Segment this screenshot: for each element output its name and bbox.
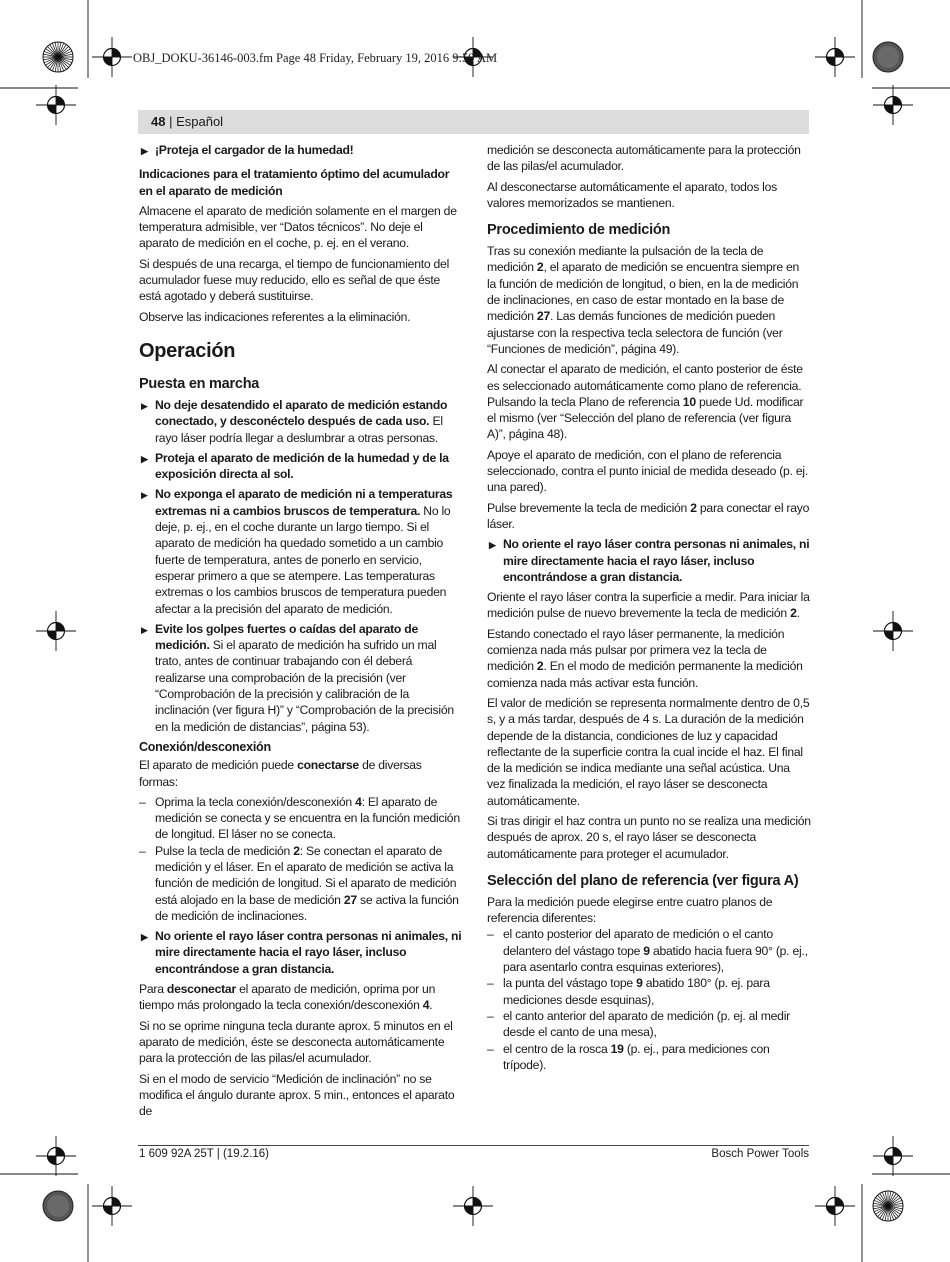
text-run: Tras su conexión mediante la pulsación de la tecla de medición bbox=[487, 244, 764, 275]
warning-protect-charger: ▶ ¡Proteja el cargador de la humedad! bbox=[139, 142, 463, 158]
paragraph-recharge: Si después de una recarga, el tiempo de funcionamiento del acumulador fuese muy reducido, ello es señal de que éste está agotado y deberá sustituirse. bbox=[139, 256, 450, 304]
warning-unattended-text: El rayo láser podría llegar a deslumbrar a otras personas. bbox=[155, 414, 443, 445]
paragraph-aim-laser bbox=[487, 589, 811, 622]
paragraph-inclination-off: Si en el modo de servicio “Medición de inclinación” no se modifica el ángulo durante aprox. 5 min., entonces el aparato de bbox=[139, 1071, 455, 1119]
footer-brand: Bosch Power Tools bbox=[711, 1148, 809, 1160]
paragraph-auto-off-cont: medición se desconecta automáticamente para la protección de las pilas/el acumulador. bbox=[487, 143, 801, 174]
text-run-bold: conectarse bbox=[297, 758, 359, 773]
key-number: 4 bbox=[355, 794, 362, 809]
paragraph-place-device: Apoye el aparato de medición, con el plano de referencia seleccionado, contra el punto inicial de medida deseado (p. ej. una pared). bbox=[487, 447, 808, 495]
paragraph-reference-options: Para la medición puede elegirse entre cuatro planos de referencia diferentes: bbox=[487, 894, 773, 926]
paragraph-press-measure bbox=[487, 500, 811, 533]
text-run: . Las demás funciones de medición pueden ajustarse con la respectiva tecla selectora de función (ver “Funciones de medición”, página 49). bbox=[487, 309, 783, 356]
text-run: para conectar el rayo láser. bbox=[487, 500, 810, 531]
key-number: 19 bbox=[610, 1041, 624, 1056]
header-separator: | bbox=[165, 114, 177, 129]
list-item-pin-tip bbox=[487, 975, 811, 1008]
text-run: . bbox=[429, 998, 433, 1013]
key-number: 2 bbox=[293, 843, 300, 858]
warning-temperature-bold: No exponga el aparato de medición ni a temperaturas extremas ni a cambios bruscos de temperatura. bbox=[155, 487, 453, 518]
paragraph-measurement-time: El valor de medición se representa normalmente dentro de 0,5 s, y a más tardar, después de 4 s. La duración de la medición depende de la distancia, condiciones de luz y capacidad reflectante de la superficie contra la cual incide el haz. El final de la medición se indica mediante una señal acústica. Una vez finalizada la medición, el rayo láser se desconecta automáticamente. bbox=[487, 695, 810, 808]
header-language: Español bbox=[176, 114, 224, 129]
key-number: 27 bbox=[536, 309, 550, 324]
list-item-thread-center bbox=[487, 1041, 811, 1074]
paragraph-procedure bbox=[487, 243, 811, 357]
paragraph-permanent-laser bbox=[487, 626, 811, 691]
page-number: 48 bbox=[151, 114, 166, 129]
text-run: . En el modo de medición permanente la medición comienza nada más activar esta función. bbox=[487, 659, 803, 690]
text-run: , el aparato de medición se encuentra siempre en la función de medición de longitud, o bien, en la de medición de inclinaciones, en caso de estar montado en la base de medición bbox=[487, 260, 800, 324]
text-run-bold: desconectar bbox=[166, 982, 236, 997]
key-number: 4 bbox=[422, 998, 430, 1013]
warning-unattended bbox=[139, 397, 463, 446]
text-run: la punta del vástago tope bbox=[503, 976, 637, 991]
warning-temperature-text: No lo deje, p. ej., en el coche durante un largo tiempo. Si el aparato de medición ha quedado sometido a un cambio fuerte de temperatura, antes de ponerlo en servicio, esperar primero a que se atempere. Las temperaturas extremas o los cambios bruscos de temperatura pueden afectar a la precisión del aparato de medición. bbox=[155, 503, 451, 616]
text-run: : El aparato de medición se conecta y se encuentra en la función medición de longitud. El láser no se conecta. bbox=[155, 794, 460, 842]
heading-battery-care: Indicaciones para el tratamiento óptimo del acumulador en el aparato de medición bbox=[139, 167, 450, 198]
warning-temperature bbox=[139, 486, 463, 616]
text-run: Pulse la tecla de medición bbox=[155, 843, 294, 858]
warning-impacts-bold: Evite los golpes fuertes o caídas del aparato de medición. bbox=[155, 621, 418, 653]
text-run: : Se conectan el aparato de medición y el láser. En el aparato de medición se activa la función de medición de longitud. Si el aparato de medición está alojado en la base de medición bbox=[155, 843, 457, 907]
key-number: 2 bbox=[536, 659, 544, 674]
key-number: 10 bbox=[682, 394, 696, 409]
list-item-front-edge: – el canto anterior del aparato de medición (p. ej. al medir desde el canto de una mesa), bbox=[487, 1008, 811, 1041]
key-number: 2 bbox=[690, 500, 697, 515]
paragraph-auto-off: Si no se oprime ninguna tecla durante aprox. 5 minutos en el aparato de medición, éste se desconecta automáticamente para la protección de las pilas/el acumulador. bbox=[139, 1018, 453, 1066]
heading-start-up: Puesta en marcha bbox=[139, 375, 260, 392]
list-item-measure-key bbox=[139, 843, 463, 924]
right-column bbox=[487, 142, 811, 1073]
paragraph-switch-off bbox=[139, 981, 463, 1014]
text-run: abatido hacia fuera 90° (p. ej., para asentarlo contra esquinas exteriores), bbox=[503, 943, 808, 975]
text-run: Oprima la tecla conexión/desconexión bbox=[155, 794, 356, 809]
warning-impacts bbox=[139, 621, 463, 735]
text-run: (p. ej., para mediciones con trípode). bbox=[503, 1041, 770, 1072]
footer-rule bbox=[138, 1145, 809, 1146]
paragraph-reference-default bbox=[487, 361, 811, 442]
text-run: Al conectar el aparato de medición, el canto posterior de éste es seleccionado automáticamente como plano de referencia. Pulsando la tecla Plano de referencia bbox=[487, 362, 803, 409]
text-run: se activa la función de medición de inclinaciones. bbox=[155, 892, 459, 923]
text-run: Oriente el rayo láser contra la superficie a medir. Para iniciar la medición pulse de nuevo brevemente la tecla de medición bbox=[487, 590, 810, 621]
paragraph-switch-on bbox=[139, 757, 463, 790]
heading-switching: Conexión/desconexión bbox=[139, 739, 271, 754]
section-title-operation: Operación bbox=[139, 339, 236, 362]
warning-laser-eyes-2: ▶ No oriente el rayo láser contra personas ni animales, ni mire directamente hacia el rayo láser, incluso encontrándose a gran distancia. bbox=[487, 536, 811, 585]
key-number: 9 bbox=[636, 976, 643, 991]
text-run: abatido 180° (p. ej. para mediciones desde esquinas), bbox=[503, 976, 770, 1007]
paragraph-laser-timeout: Si tras dirigir el haz contra un punto no se realiza una medición después de aprox. 20 s, el rayo láser se desconecta automáticamente para proteger el acumulador. bbox=[487, 813, 811, 861]
left-column bbox=[139, 142, 463, 1123]
warning-laser-eyes: ▶ No oriente el rayo láser contra personas ni animales, ni mire directamente hacia el rayo láser, incluso encontrándose a gran distancia. bbox=[139, 928, 463, 977]
warning-unattended-bold: No deje desatendido el aparato de medición estando conectado, y desconéctelo después de cada uso. bbox=[155, 397, 448, 429]
text-run: El aparato de medición puede bbox=[139, 758, 298, 773]
key-number: 9 bbox=[643, 943, 650, 958]
text-run: el aparato de medición, oprima por un tiempo más prolongado la tecla conexión/desconexión bbox=[139, 982, 436, 1013]
list-item-onoff-key bbox=[139, 794, 463, 843]
list-item-rear-edge bbox=[487, 926, 811, 975]
text-run: puede Ud. modificar el mismo (ver “Selección del plano de referencia (ver figura A)”, página 48). bbox=[487, 394, 804, 442]
key-number: 27 bbox=[343, 892, 357, 907]
paragraph-memory-kept: Al desconectarse automáticamente el aparato, todos los valores memorizados se mantienen. bbox=[487, 179, 778, 210]
page-header-text bbox=[151, 114, 223, 129]
warning-humidity-sun: ▶ Proteja el aparato de medición de la humedad y de la exposición directa al sol. bbox=[139, 450, 463, 483]
text-run: el canto posterior del aparato de medición o el canto delantero del vástago tope bbox=[503, 927, 773, 958]
key-number: 2 bbox=[536, 260, 544, 275]
paragraph-storage: Almacene el aparato de medición solamente en el margen de temperatura admisible, ver “Datos técnicos”. No deje el aparato de medición en el coche, p. ej. en el verano. bbox=[139, 203, 457, 251]
text-run: Pulse brevemente la tecla de medición bbox=[487, 500, 691, 515]
text-run: Para bbox=[139, 982, 167, 997]
text-run: el centro de la rosca bbox=[503, 1041, 611, 1056]
key-number: 2 bbox=[790, 606, 797, 621]
text-run: de diversas formas: bbox=[139, 758, 422, 789]
footer-doc-number: 1 609 92A 25T | (19.2.16) bbox=[139, 1148, 270, 1160]
file-slug: OBJ_DOKU-36146-003.fm Page 48 Friday, February 19, 2016 9:59 AM bbox=[133, 51, 498, 65]
warning-impacts-text: Si el aparato de medición ha sufrido un mal trato, antes de continuar trabajando con él deberá realizarse una comprobación de la precisión (ver “Comprobación de la precisión y calibración de la inclinación (ver figura H)” y “Comprobación de la precisión en la medición de distancias”, página 53). bbox=[155, 638, 454, 734]
text-run: Estando conectado el rayo láser permanente, la medición comienza nada más pulsar por primera vez la tecla de medición bbox=[487, 626, 785, 674]
text-run: . bbox=[796, 606, 800, 621]
heading-reference-selection: Selección del plano de referencia (ver figura A) bbox=[487, 872, 799, 889]
running-header bbox=[138, 110, 809, 134]
paragraph-disposal: Observe las indicaciones referentes a la eliminación. bbox=[139, 309, 411, 324]
heading-measuring-procedure: Procedimiento de medición bbox=[487, 222, 671, 239]
